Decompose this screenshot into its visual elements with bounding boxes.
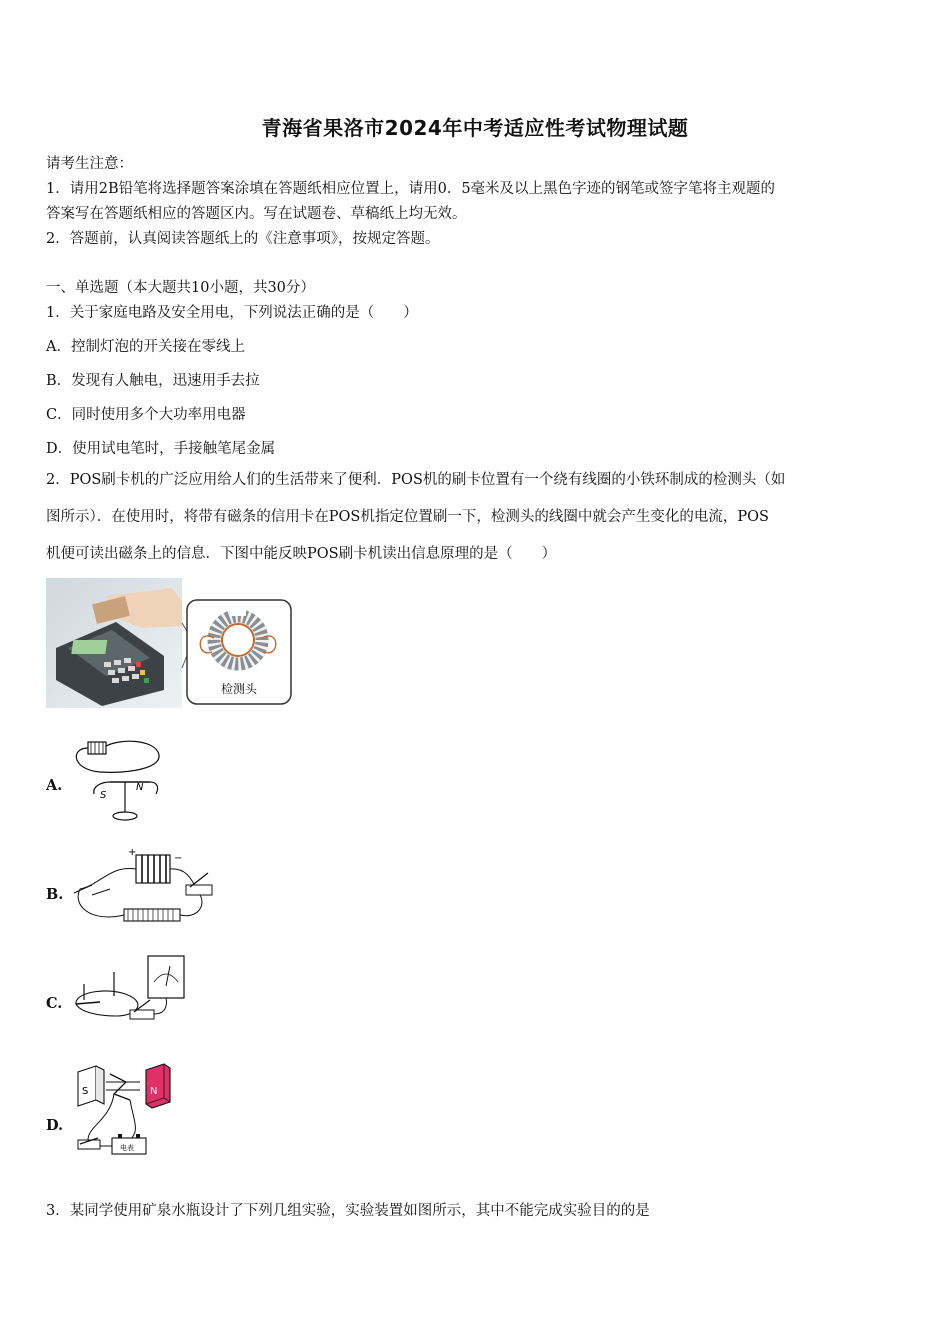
rheostat-icon — [124, 909, 180, 921]
svg-text:+: + — [128, 847, 137, 858]
q1-option-c: C．同时使用多个大功率用电器 — [46, 407, 246, 423]
q2-option-b-label[interactable]: B. — [46, 886, 64, 903]
meter-device-label: 电表 — [120, 1144, 134, 1152]
pos-figure — [46, 578, 296, 710]
q2-option-d-label[interactable]: D. — [46, 1117, 64, 1134]
meter-device-icon — [112, 1134, 146, 1154]
magnet-n-label: N — [150, 1086, 158, 1097]
switch-icon — [186, 873, 212, 895]
switch-c-icon — [130, 1000, 154, 1019]
page-title: 青海省果洛市2024年中考适应性考试物理试题 — [261, 116, 689, 140]
notice-heading: 请考生注意： — [46, 156, 133, 172]
option-c-figure — [70, 952, 190, 1028]
q2-option-c-label[interactable]: C. — [46, 995, 63, 1012]
q2-option-a-label[interactable]: A. — [46, 777, 63, 794]
notice-item-1b: 答案写在答题纸相应的答题区内。写在试题卷、草稿纸上均无效。 — [46, 206, 467, 222]
q2-line-1: 2．POS刷卡机的广泛应用给人们的生活带来了便利．POS机的刷卡位置有一个绕有线圈的小铁环制成的检测头（如 — [46, 472, 786, 488]
option-d-figure — [70, 1060, 182, 1162]
magnet-s-icon — [78, 1066, 104, 1106]
option-a-figure — [70, 734, 170, 826]
compass-needle-icon — [94, 782, 158, 820]
battery-icon — [128, 847, 182, 883]
q1-option-b: B．发现有人触电，迅速用手去拉 — [46, 373, 260, 389]
switch-d-icon — [78, 1138, 100, 1149]
detector-caption: 检测头 — [220, 682, 258, 696]
magnet-n-icon — [146, 1064, 170, 1108]
option-b-figure — [70, 843, 220, 937]
section-heading: 一、单选题（本大题共10小题，共30分） — [46, 280, 315, 296]
notice-item-2: 2．答题前，认真阅读答题纸上的《注意事项》，按规定答题。 — [46, 231, 440, 247]
notice-item-1a: 1．请用2B铅笔将选择题答案涂填在答题纸相应位置上，请用0．5毫米及以上黑色字迹的钢笔或签字笔将主观题的 — [46, 181, 776, 197]
compass-s-label: S — [100, 790, 107, 801]
q2-line-2: 图所示）．在使用时，将带有磁条的信用卡在POS机指定位置刷一下，检测头的线圈中就会产生变化的电流，POS — [46, 509, 769, 525]
q2-line-3: 机便可读出磁条上的信息．下图中能反映POS刷卡机读出信息原理的是（ ） — [46, 546, 557, 562]
q1-option-d: D．使用试电笔时，手接触笔尾金属 — [46, 441, 276, 457]
magnet-s-label: S — [82, 1086, 89, 1097]
q1-stem: 1．关于家庭电路及安全用电，下列说法正确的是（ ） — [46, 305, 418, 321]
galvanometer-icon — [148, 956, 184, 998]
coil-wire — [110, 1074, 130, 1100]
svg-text:−: − — [174, 853, 183, 864]
solenoid-icon — [88, 742, 106, 754]
q3-stem: 3．某同学使用矿泉水瓶设计了下列几组实验，实验装置如图所示，其中不能完成实验目的的是 — [46, 1203, 650, 1219]
q1-option-a: A．控制灯泡的开关接在零线上 — [46, 339, 245, 355]
compass-n-label: N — [136, 782, 144, 793]
